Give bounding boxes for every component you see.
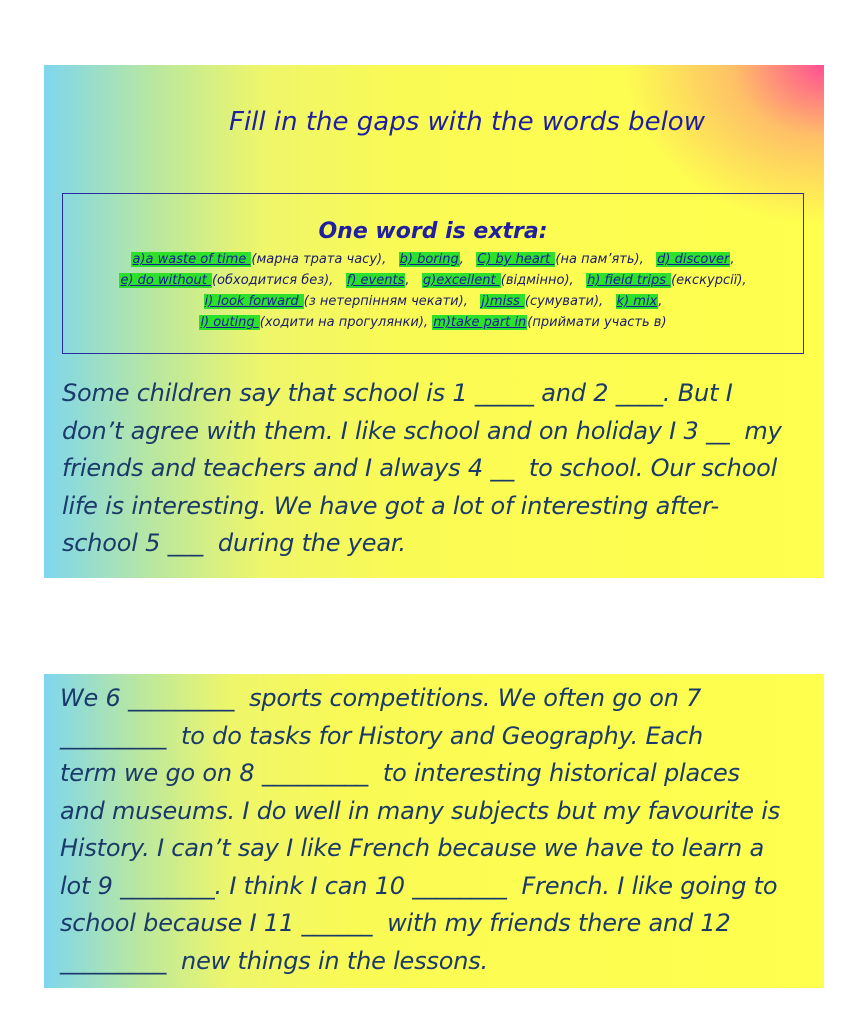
text-line: lot 9 ________. I think I can 10 ________ French. I like going to [60, 871, 778, 900]
text-line: Some children say that school is 1 _____ and 2 ____. But I [62, 379, 733, 407]
word-option: C) by heart [477, 252, 555, 267]
exercise-slide-1 [44, 65, 824, 578]
text-line: life is interesting. We have got a lot of interesting after- [62, 491, 719, 520]
text-line: term we go on 8 _________ to interesting historical places [60, 759, 740, 787]
text-line: and museums. I do well in many subjects but my favourite is [60, 796, 781, 825]
word-option: j)miss [481, 294, 524, 309]
word-option: a)a waste of time [132, 252, 251, 267]
word-bank-row [63, 249, 803, 270]
word-bank-list [63, 249, 803, 333]
text-line: We 6 _________ sports competitions. We often go on 7 [60, 684, 702, 712]
text-line: History. I can’t say I like French because we have to learn a [60, 834, 764, 862]
word-translation: , [730, 252, 735, 267]
exercise-slide-2 [44, 674, 824, 988]
word-bank-row [63, 270, 803, 291]
word-option: k) mix [616, 294, 658, 309]
word-translation: (на пам’ять), [555, 252, 657, 267]
text-line: don’t agree with them. I like school and on holiday I 3 __ my [62, 416, 782, 445]
word-translation: (відмінно), [500, 273, 587, 288]
word-translation: , [459, 252, 477, 267]
text-line: _________ new things in the lessons. [60, 946, 488, 975]
word-bank-heading: One word is extra: [318, 219, 548, 244]
text-line: school 5 ___ during the year. [62, 529, 406, 557]
word-translation: (марна трата часу), [251, 252, 399, 267]
word-bank-row [63, 312, 803, 333]
word-translation: (екскурсії), [671, 273, 747, 288]
word-translation: (обходитися без), [211, 273, 346, 288]
text-part-2 [60, 680, 780, 980]
word-option: e) do without [120, 273, 211, 288]
text-line: school because I 11 ______ with my friends there and 12 [60, 909, 731, 937]
word-translation: (з нетерпінням чекати), [303, 294, 481, 309]
word-bank-box [62, 193, 804, 354]
word-option: h) field trips [587, 273, 671, 288]
word-translation: (приймати участь в) [527, 315, 667, 330]
text-line: _________ to do tasks for History and Geography. Each [60, 721, 703, 750]
word-option: d) discover [657, 252, 730, 267]
text-line: friends and teachers and I always 4 __ to school. Our school [62, 454, 778, 482]
word-translation: (сумувати), [524, 294, 616, 309]
word-option: g)excellent [422, 273, 500, 288]
word-option: l) outing [200, 315, 259, 330]
word-translation: , [405, 273, 422, 288]
word-bank-row [63, 291, 803, 312]
word-option: b) boring [399, 252, 459, 267]
exercise-title: Fill in the gaps with the words below [229, 107, 705, 137]
word-option: i) look forward [204, 294, 303, 309]
word-translation: (ходити на прогулянки), [259, 315, 433, 330]
text-part-1 [62, 375, 782, 563]
word-translation: , [658, 294, 663, 309]
word-option: f) events [346, 273, 405, 288]
word-option: m)take part in [433, 315, 527, 330]
